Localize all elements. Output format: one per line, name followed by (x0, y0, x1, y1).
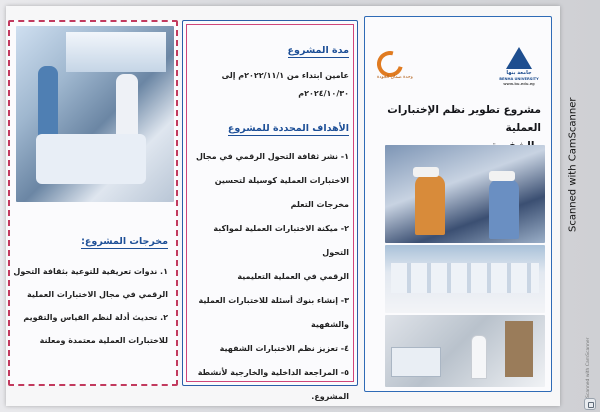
goal-line: والشفهية (310, 320, 349, 329)
hospital-ward-photo (16, 26, 174, 202)
university-emblem-icon (506, 47, 532, 69)
duration-line: ٢٠٢٤/١٠/٣٠م (298, 89, 349, 98)
door-shape (505, 321, 533, 377)
goal-line: المشروع. (311, 392, 349, 401)
vr-headset-icon (489, 171, 515, 181)
camscanner-stamp: Scanned with CamScanner (586, 337, 591, 398)
outputs-line: ١. ندوات تعريفية للتوعية بثقافة التحول (13, 267, 168, 276)
duration-line: عامين ابتداء من ٢٠٢٢/١١/١م إلى (221, 71, 349, 80)
camscanner-watermark: Scanned with CamScanner (567, 97, 579, 233)
goal-line: ٢- ميكنة الاختبارات العملية لمواكبة التحول (213, 224, 349, 257)
duration-text (189, 67, 349, 103)
outputs-line: للاختبارات العملية معتمدة ومعلنة (39, 336, 168, 345)
clinic-room-photo (385, 315, 545, 387)
person-figure (471, 335, 487, 379)
university-name-en: BENHA UNIVERSITY (499, 77, 539, 81)
goal-line: ٥- المراجعة الداخلية والخارجية لأنشطة (197, 368, 349, 377)
outputs-list (12, 260, 168, 352)
quality-unit-logo (377, 51, 411, 81)
goal-line: ١- نشر ثقافة التحول الرقمي في مجال (195, 152, 349, 161)
goal-line: الاختبارات العملية كوسيلة لتحسين (214, 176, 349, 185)
duration-heading: مدة المشروع (287, 45, 349, 56)
university-logo (499, 47, 539, 85)
outputs-panel (8, 20, 178, 386)
outputs-line: الرقمي في مجال الاختبارات العملية (27, 290, 168, 299)
quality-unit-name: وحدة ضمان الجودة (377, 75, 413, 80)
students-row (391, 263, 539, 293)
project-title-line: مشروع تطوير نظم الإختبارات العملية (387, 104, 541, 134)
student-figure (415, 175, 445, 235)
person-figure (38, 66, 58, 136)
goal-line: ٣- إنشاء بنوك أسئلة للاختبارات العملية (198, 296, 349, 305)
goals-panel (182, 20, 358, 401)
window-shape (66, 32, 166, 72)
incubator-shape (391, 347, 441, 377)
goal-line: ٤- تعزيز نظم الاختبارات الشفهية (219, 344, 349, 353)
practical-lab-photo (385, 245, 545, 313)
goals-heading: الأهداف المحددة للمشروع (227, 123, 349, 134)
camscanner-icon (584, 398, 596, 410)
goal-line: مخرجات التعلم (290, 200, 349, 209)
university-url: www.bu.edu.eg (503, 82, 535, 86)
outputs-line: ٢. تحديث أدلة لنظم القياس والتقويم (23, 313, 168, 322)
brochure-sheet (6, 6, 560, 406)
student-figure (489, 179, 519, 239)
cover-panel (364, 16, 552, 392)
vr-headset-icon (413, 167, 439, 177)
outputs-heading: مخرجات المشروع: (81, 236, 168, 247)
bed-shape (36, 134, 146, 184)
vr-students-photo (385, 145, 545, 243)
university-name: جامعة بنها (506, 70, 532, 76)
goal-line: الرقمي في العملية التعليمية (237, 272, 349, 281)
goals-list (187, 145, 349, 409)
